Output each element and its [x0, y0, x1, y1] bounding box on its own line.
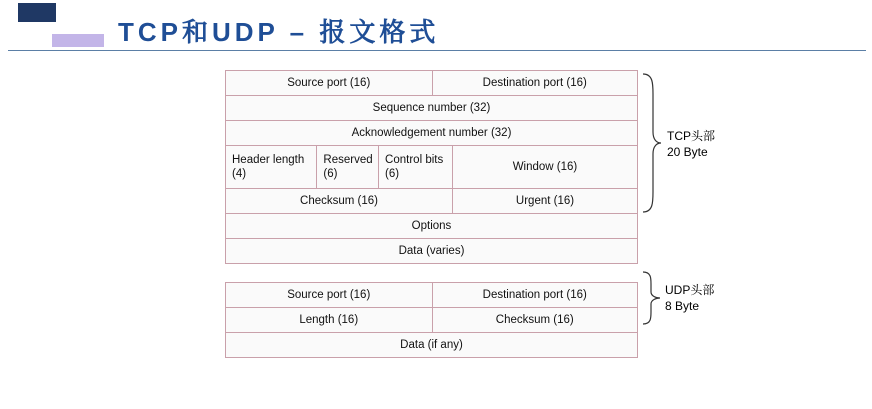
- header-divider: [8, 50, 866, 51]
- table-row: [226, 71, 637, 96]
- udp-checksum-cell: Checksum (16): [432, 308, 638, 332]
- udp-brace-icon: [641, 270, 663, 326]
- tcp-sequence-number-cell: Sequence number (32): [372, 101, 491, 114]
- tcp-header-label-line2: 20 Byte: [667, 145, 708, 160]
- udp-header-label-line2: 8 Byte: [665, 299, 700, 314]
- tcp-reserved-cell: Reserved (6): [316, 146, 378, 188]
- page-title: TCP和UDP – 报文格式: [118, 17, 440, 47]
- table-row: [226, 308, 637, 333]
- packet-format-diagram: [225, 70, 716, 358]
- table-row: [226, 283, 637, 308]
- tcp-source-port-cell: Source port (16): [287, 76, 371, 89]
- udp-source-port-cell: Source port (16): [287, 288, 371, 301]
- tcp-header-length-cell: Header length (4): [232, 153, 305, 180]
- header-accent-square: [18, 3, 56, 22]
- tcp-urgent-cell: Urgent (16): [452, 189, 637, 213]
- udp-length-cell: Length (16): [299, 313, 359, 326]
- tcp-window-cell: Window (16): [452, 146, 637, 188]
- header-accent-bar: [52, 34, 104, 47]
- tcp-header-label-line1: TCP头部: [667, 129, 716, 143]
- tcp-options-cell: Options: [411, 219, 452, 232]
- slide-header: [0, 0, 872, 51]
- udp-header-table: [225, 282, 638, 358]
- table-row: [226, 333, 637, 358]
- tcp-header-table: [225, 70, 638, 264]
- tcp-acknowledgement-number-cell: Acknowledgement number (32): [351, 126, 512, 139]
- table-row: [226, 239, 637, 264]
- table-row: [226, 146, 637, 189]
- tcp-checksum-cell: Checksum (16): [300, 194, 378, 207]
- tcp-brace-icon: [641, 72, 663, 214]
- tcp-header-label: [667, 128, 715, 160]
- table-row: [226, 121, 637, 146]
- udp-header-label: [665, 282, 714, 314]
- tcp-control-bits-cell: Control bits (6): [378, 146, 452, 188]
- table-row: [226, 189, 637, 214]
- udp-header-label-line1: UDP头部: [665, 283, 715, 297]
- udp-data-cell: Data (if any): [400, 338, 463, 351]
- table-row: [226, 214, 637, 239]
- udp-destination-port-cell: Destination port (16): [432, 283, 638, 307]
- tcp-destination-port-cell: Destination port (16): [432, 71, 638, 95]
- table-row: [226, 96, 637, 121]
- tcp-data-cell: Data (varies): [398, 244, 465, 257]
